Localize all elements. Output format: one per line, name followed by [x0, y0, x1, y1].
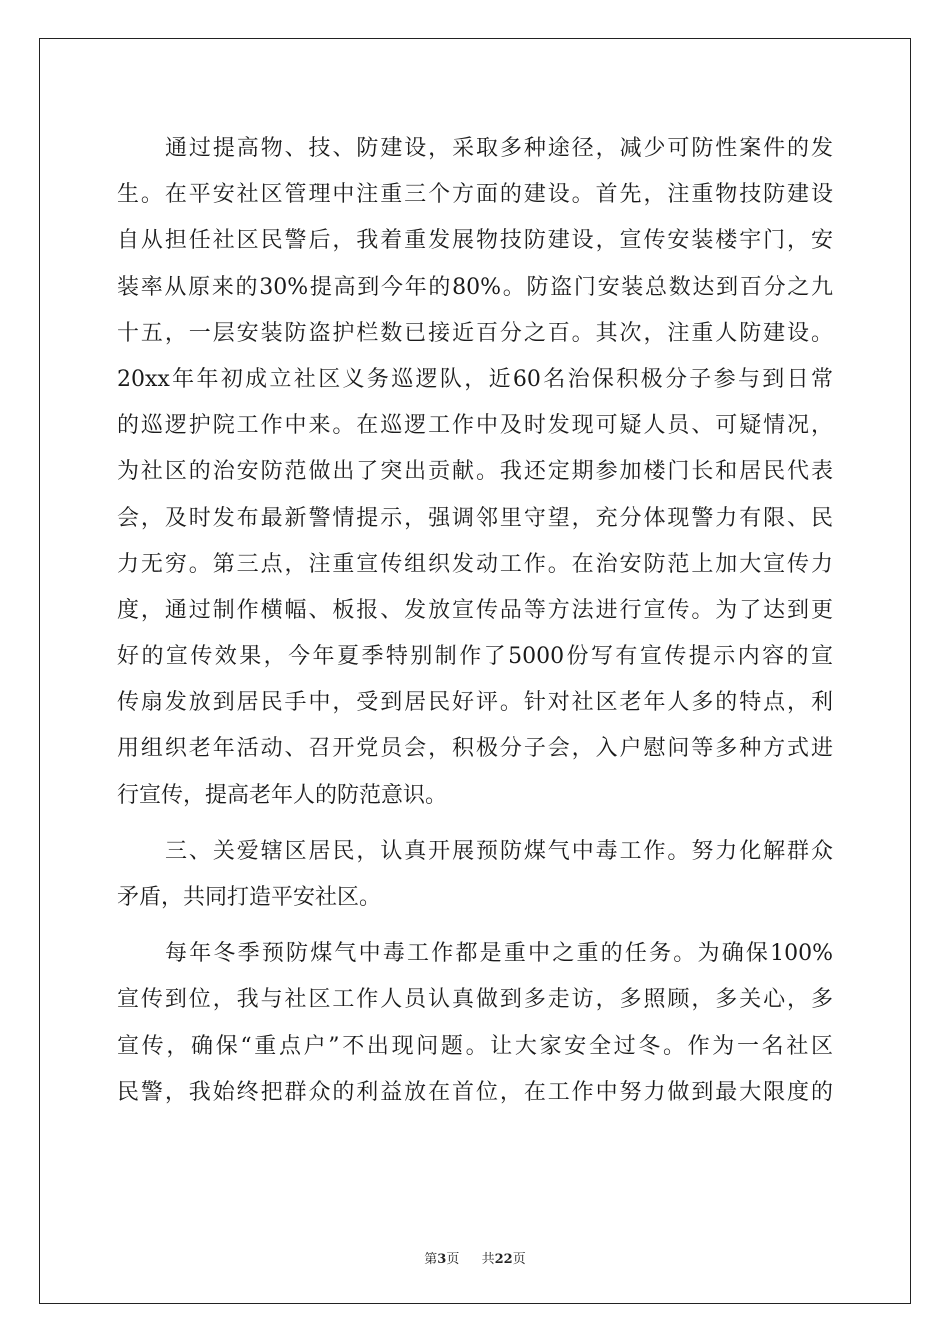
text-line: 三、关爱辖区居民，认真开展预防煤气中毒工作。努力化解群众	[165, 838, 833, 864]
total-suffix: 页	[512, 1252, 526, 1267]
text-line: 每年冬季预防煤气中毒工作都是重中之重的任务。为确保100%	[165, 941, 833, 967]
text-line: 宣传，确保“重点户”不出现问题。让大家安全过冬。作为一名社区	[117, 1033, 833, 1059]
text-line: 装率从原来的30%提高到今年的80%。防盗门安装总数达到百分之九	[117, 274, 833, 300]
paragraph	[117, 829, 833, 921]
total-prefix: 共	[481, 1252, 495, 1267]
text-line: 矛盾，共同打造平安社区。	[117, 885, 382, 910]
text-line: 民警，我始终把群众的利益放在首位，在工作中努力做到最大限度的	[117, 1079, 833, 1105]
page-prefix: 第	[424, 1252, 438, 1267]
page-footer	[0, 1248, 950, 1267]
text-line: 度，通过制作横幅、板报、发放宣传品等方法进行宣传。为了达到更	[117, 597, 833, 623]
text-line: 好的宣传效果，今年夏季特别制作了5000份写有宣传提示内容的宣	[117, 644, 833, 670]
paragraph	[117, 126, 833, 819]
text-line: 十五，一层安装防盗护栏数已接近百分之百。其次，注重人防建设。	[117, 320, 833, 346]
total-pages: 22	[494, 1252, 513, 1267]
text-line: 20xx年年初成立社区义务巡逻队，近60名治保积极分子参与到日常	[117, 366, 833, 392]
text-line: 的巡逻护院工作中来。在巡逻工作中及时发现可疑人员、可疑情况，	[117, 413, 833, 439]
text-line: 传扇发放到居民手中，受到居民好评。针对社区老年人多的特点，利	[117, 690, 833, 716]
page-suffix: 页	[446, 1252, 460, 1267]
text-line: 力无穷。第三点，注重宣传组织发动工作。在治安防范上加大宣传力	[117, 551, 833, 577]
text-line: 为社区的治安防范做出了突出贡献。我还定期参加楼门长和居民代表	[117, 459, 833, 485]
text-line: 用组织老年活动、召开党员会，积极分子会，入户慰问等多种方式进	[117, 736, 833, 762]
text-line: 自从担任社区民警后，我着重发展物技防建设，宣传安装楼宇门，安	[117, 228, 833, 254]
text-line: 通过提高物、技、防建设，采取多种途径，减少可防性案件的发	[165, 136, 833, 161]
text-line: 生。在平安社区管理中注重三个方面的建设。首先，注重物技防建设	[117, 182, 833, 208]
paragraph	[117, 931, 833, 1116]
text-line: 行宣传，提高老年人的防范意识。	[117, 782, 448, 808]
text-line: 会，及时发布最新警情提示，强调邻里守望，充分体现警力有限、民	[117, 505, 833, 531]
document-body	[117, 126, 833, 1116]
text-line: 宣传到位，我与社区工作人员认真做到多走访，多照顾，多关心，多	[117, 987, 833, 1013]
page-number: 3	[437, 1252, 447, 1267]
